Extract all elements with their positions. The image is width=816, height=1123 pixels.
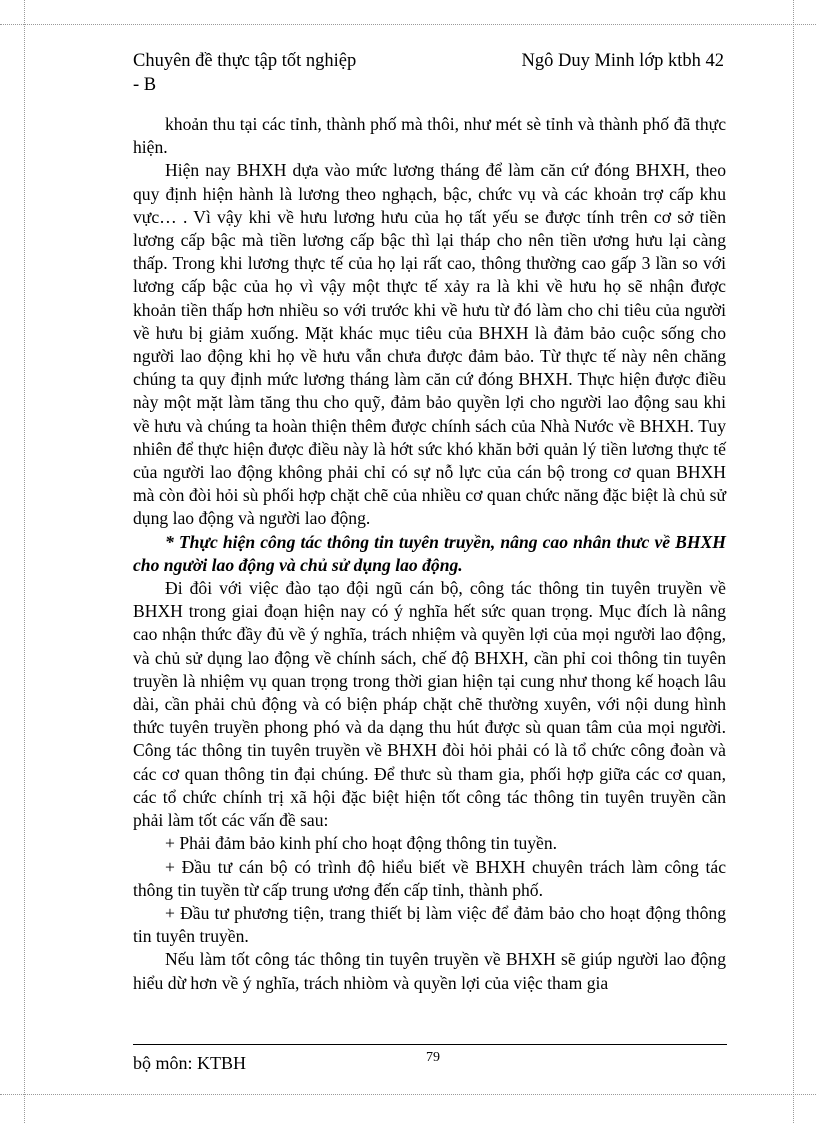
paragraph-4: Nếu làm tốt công tác thông tin tuyên truyền về BHXH sẽ giúp người lao động hiểu dừ hơn về ý nghĩa, trách nhiòm và quyền lợi của việc tham gia (133, 949, 726, 993)
page-border-bottom (0, 1094, 816, 1095)
document-body (133, 113, 726, 995)
bullet-2: + Đầu tư cán bộ có trình độ hiểu biết về BHXH chuyên trách làm công tác thông tin tuyền từ cấp trung ương đến cấp tỉnh, thành phố. (133, 856, 726, 900)
page-border-right (793, 0, 794, 1123)
bullet-3: + Đầu tư phương tiện, trang thiết bị làm việc để đảm bảo cho hoạt động thông tin tuyên truyền. (133, 902, 726, 947)
footer-department: bộ môn: KTBH (133, 1053, 247, 1073)
bullet-1: + Phải đảm bảo kinh phí cho hoạt động thông tin tuyền. (165, 833, 558, 854)
section-heading: * Thực hiện công tác thông tin tuyên truyền, nâng cao nhân thưc về BHXH cho người lao động và chủ sử dụng lao động. (133, 531, 726, 575)
page-border-top (0, 24, 816, 25)
header-title: Chuyên đề thực tập tốt nghiệp (133, 51, 357, 71)
paragraph-3: Đi đôi với việc đào tạo đội ngũ cán bộ, công tác thông tin tuyên truyền về BHXH trong giai đoạn hiện nay có ý nghĩa hết sức quan trọng. Mục đích là nâng cao nhận thức đầy đủ về ý nghĩa, trách nhiệm và quyền lợi của mọi người lao động, và chủ sử dụng lao động về chính sách, chế độ BHXH, cần phỉ coi thông tin tuyên truyền là nhiệm vụ quan trọng trong thời gian hiện tại cung như thong kế hoạch lâu dài, cần phải chủ động và có biện pháp chặt chẽ thường xuyên, với nội dung hình thức tuyên truyền phong phó và da dạng thu hút được sù quan tâm của mọi người. Công tác thông tin tuyên truyền về BHXH đòi hỏi phải có là tổ chức công đoàn và các cơ quan thông tin đại chúng. Để thưc sù tham gia, phối hợp giữa các cơ quan, các tổ chức chính trị xã hội đặc biệt hiện tốt công tác thông tin tuyên truyền cần phải làm tốt các vấn đề sau: (133, 578, 726, 831)
page-number: 79 (426, 1050, 440, 1065)
header-title-continuation: - B (133, 75, 157, 95)
page-border-left (24, 0, 25, 1123)
paragraph-2: Hiện nay BHXH dựa vào mức lương tháng để làm căn cứ đóng BHXH, theo quy định hiện hành là lương theo nghạch, bậc, chức vụ và các khoản trợ cấp khu vực… . Vì vậy khi về hưu lương hưu của họ tất yếu se được tính trên cơ sở tiền lương cấp bậc mà tiền lương cấp bậc thì lại tháp cho nên tiền ương hưu lại càng thấp. Trong khi lương thực tế của họ lại rất cao, thông thường cao gấp 3 lần so với lương cấp bậc của họ vì vậy một thực tế xảy ra là khi về hưu họ sẽ nhận được khoản tiền thấp hơn nhiều so với trước khi về hưu từ đó làm cho chi tiêu của người về hưu bị giảm xuống. Mặt khác mục tiêu của BHXH là đảm bảo cuộc sống cho người lao động khi họ về hưu vẫn chưa được đảm bảo. Từ thực tế này nên chăng chúng ta quy định mức lương tháng làm căn cứ đóng BHXH. Thực hiện được điều này một mặt làm tăng thu cho quỹ, đảm bảo quyền lợi cho người lao động sau khi về hưu và chúng ta hoàn thiện thêm được chính sách của Nhà Nước về BHXH. Tuy nhiên để thực hiện được điều này là hớt sức khó khăn bởi quản lý tiền lương thực tế của người lao động không phải chỉ có sự nỗ lực của cán bộ trong cơ quan BHXH mà còn đòi hỏi sù phối hợp chặt chẽ của nhiều cơ quan chức năng đặc biệt là chủ sử dụng lao động và người lao động. (133, 160, 726, 529)
paragraph-1: khoản thu tại các tỉnh, thành phố mà thôi, như mét sè tỉnh và thành phố đã thực hiện. (133, 114, 726, 158)
footer-rule (133, 1044, 727, 1045)
header-author: Ngô Duy Minh lớp ktbh 42 (521, 51, 724, 71)
